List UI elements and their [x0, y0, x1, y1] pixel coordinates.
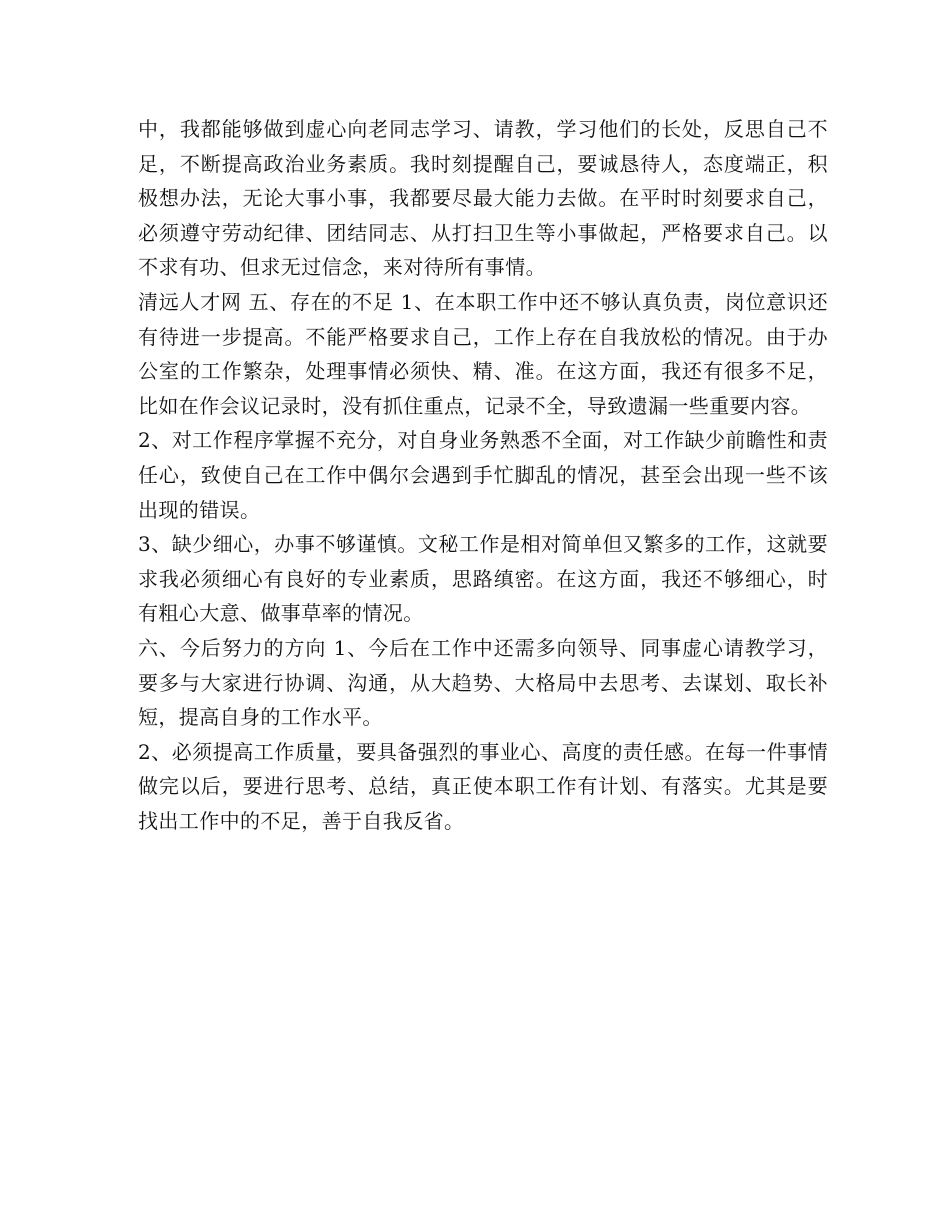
paragraph-2: 清远人才网 五、存在的不足 1、在本职工作中还不够认真负责，岗位意识还有待进一步提高。不能严格要求自己，工作上存在自我放松的情况。由于办公室的工作繁杂，处理事情必须快、精、准。在这方面，我还有很多不足，比如在作会议记录时，没有抓住重点，记录不全，导致遗漏一些重要内容。 [138, 289, 828, 418]
paragraph-4: 3、缺少细心，办事不够谨慎。文秘工作是相对简单但又繁多的工作，这就要求我必须细心有良好的专业素质，思路缜密。在这方面，我还不够细心，时有粗心大意、做事草率的情况。 [138, 532, 828, 626]
paragraph-6: 2、必须提高工作质量，要具备强烈的事业心、高度的责任感。在每一件事情做完以后，要进行思考、总结，真正使本职工作有计划、有落实。尤其是要找出工作中的不足，善于自我反省。 [138, 739, 828, 833]
document-body [138, 112, 828, 838]
paragraph-3: 2、对工作程序掌握不充分，对自身业务熟悉不全面，对工作缺少前瞻性和责任心，致使自己在工作中偶尔会遇到手忙脚乱的情况，甚至会出现一些不该出现的错误。 [138, 428, 828, 522]
paragraph-1: 中，我都能够做到虚心向老同志学习、请教，学习他们的长处，反思自己不足，不断提高政治业务素质。我时刻提醒自己，要诚恳待人，态度端正，积极想办法，无论大事小事，我都要尽最大能力去做。在平时时刻要求自己，必须遵守劳动纪律、团结同志、从打扫卫生等小事做起，严格要求自己。以不求有功、但求无过信念，来对待所有事情。 [138, 117, 828, 280]
paragraph-5: 六、今后努力的方向 1、今后在工作中还需多向领导、同事虚心请教学习，要多与大家进行协调、沟通，从大趋势、大格局中去思考、去谋划、取长补短，提高自身的工作水平。 [138, 635, 828, 730]
